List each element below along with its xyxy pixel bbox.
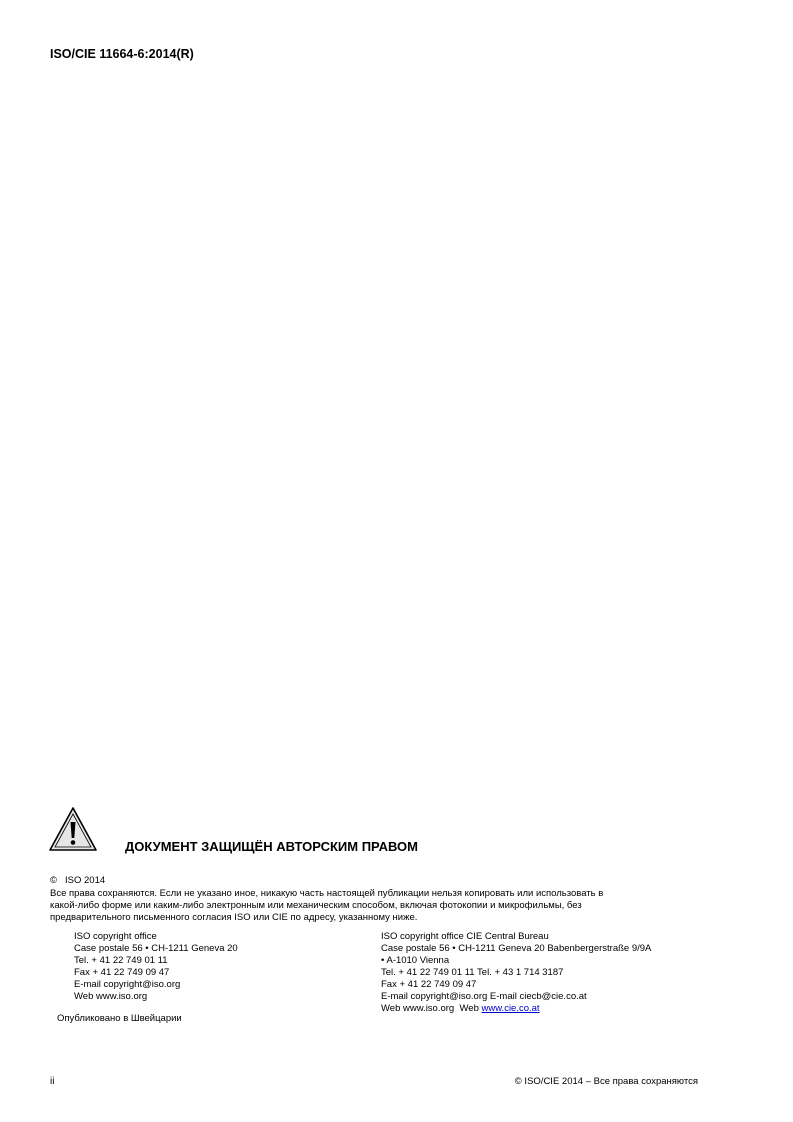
address-line: E-mail copyright@iso.org <box>74 979 181 990</box>
web-line <box>381 1003 651 1015</box>
address-line: • A-1010 Vienna <box>381 955 450 966</box>
rights-line: Все права сохраняются. Если не указано иное, никакую часть настоящей публикации нельзя копировать или использовать в <box>50 888 604 899</box>
address-line: Fax + 41 22 749 09 47 <box>74 967 170 978</box>
address-line: ISO copyright office CIE Central Bureau <box>381 931 549 942</box>
address-line: Case postale 56 • CH-1211 Geneva 20 <box>74 943 238 954</box>
web-prefix: Web www.iso.org Web <box>381 1003 482 1014</box>
address-line: Web www.iso.org <box>74 991 148 1002</box>
address-line: Tel. + 41 22 749 01 11 <box>74 955 168 966</box>
copyright-symbol: © <box>50 875 57 886</box>
rights-line: предварительного письменного согласия ISO или CIE по адресу, указанному ниже. <box>50 912 418 923</box>
copyright-line <box>50 875 105 887</box>
address-line: ISO copyright office <box>74 931 157 942</box>
address-line: Tel. + 41 22 749 01 11 Tel. + 43 1 714 3187 <box>381 967 564 978</box>
rights-line: какой-либо форме или каким-либо электронным или механическим способом, включая фотокопии и микрофильмы, без <box>50 900 582 911</box>
copyright-warning-block <box>48 806 748 856</box>
address-line: Fax + 41 22 749 09 47 <box>381 979 477 990</box>
published-in: Опубликовано в Швейцарии <box>57 1013 182 1024</box>
document-id: ISO/CIE 11664-6:2014(R) <box>50 47 194 61</box>
address-line: E-mail copyright@iso.org E-mail ciecb@cie.co.at <box>381 991 587 1002</box>
warning-triangle-icon <box>48 806 98 852</box>
warning-title: ДОКУМЕНТ ЗАЩИЩЁН АВТОРСКИМ ПРАВОМ <box>125 839 418 854</box>
rights-paragraph <box>50 888 740 924</box>
combined-office-address <box>381 931 651 1015</box>
cie-web-link[interactable]: www.cie.co.at <box>481 1003 540 1014</box>
copyright-text: ISO 2014 <box>65 875 106 886</box>
footer-copyright: © ISO/CIE 2014 – Все права сохраняются <box>514 1076 698 1087</box>
page-number: ii <box>50 1076 55 1087</box>
iso-office-address <box>74 931 238 1003</box>
address-line: Case postale 56 • CH-1211 Geneva 20 Babenbergerstraße 9/9A <box>381 943 652 954</box>
